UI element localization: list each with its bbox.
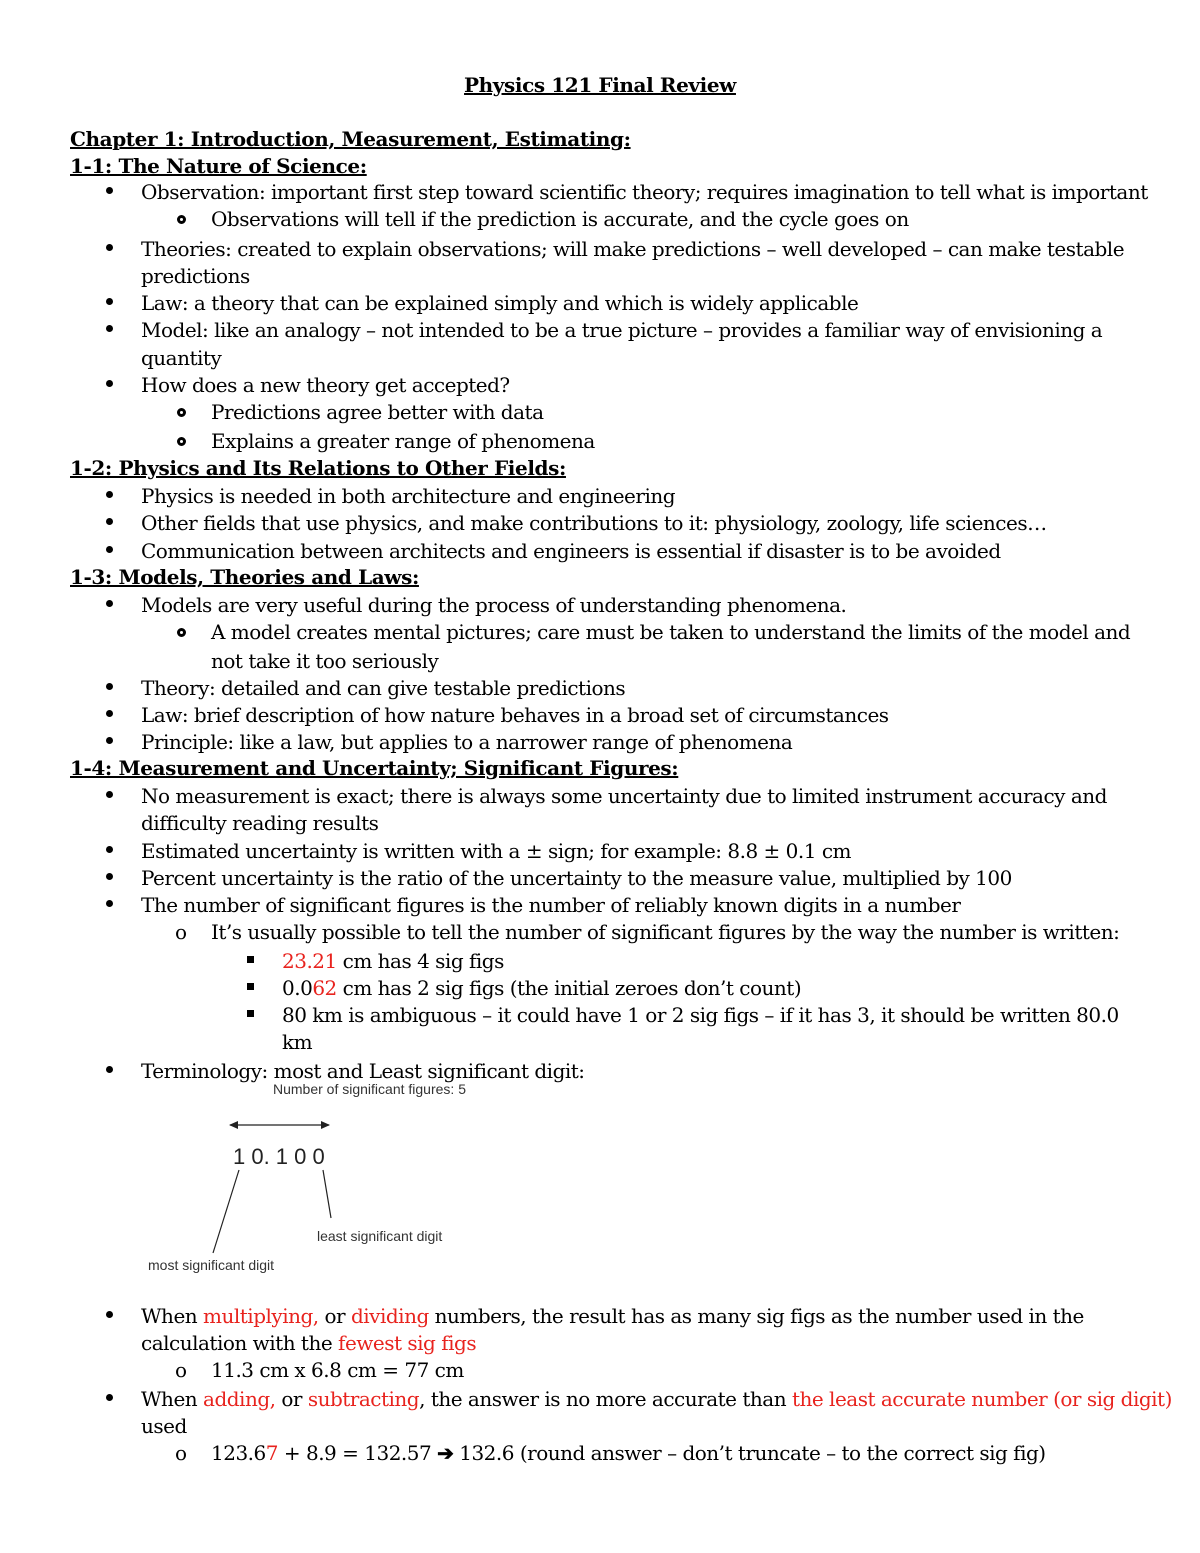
text-span: When [141, 1304, 204, 1328]
highlight-text: adding, [203, 1387, 276, 1411]
circle-bullet-icon: o [175, 1441, 188, 1465]
list-item [141, 1303, 1084, 1330]
list-item: No measurement is exact; there is always some uncertainty due to limited instrument accuracy and [141, 784, 1107, 808]
diagram-label-most: most significant digit [148, 1257, 275, 1273]
square-bullet-icon [247, 983, 254, 990]
arrow-left-icon [229, 1121, 238, 1129]
bullet-icon [106, 710, 113, 717]
list-item: Law: brief description of how nature behaves in a broad set of circumstances [141, 703, 889, 727]
circle-bullet-icon [177, 408, 186, 417]
bullet-icon [106, 791, 113, 798]
highlight-text: 23.21 [282, 949, 337, 973]
diagram-number: 1 0. 1 0 0 [233, 1144, 325, 1169]
bullet-icon [106, 244, 113, 251]
text-span: cm has 2 sig figs (the initial zeroes don’t count) [336, 976, 802, 1000]
text-span: or [275, 1387, 308, 1411]
circle-bullet-icon: o [175, 920, 188, 944]
text-span: 132.6 (round answer – don’t truncate – to the correct sig fig) [453, 1441, 1046, 1465]
text-span: 123.6 [211, 1441, 266, 1465]
list-item: Theory: detailed and can give testable predictions [141, 676, 626, 700]
bullet-icon [106, 737, 113, 744]
bullet-icon [106, 1394, 113, 1401]
diagram-label-top: Number of significant figures: 5 [273, 1081, 466, 1097]
square-bullet-icon [247, 1010, 254, 1017]
list-item-continuation [141, 1330, 476, 1357]
list-subitem [211, 1440, 1046, 1467]
bullet-icon [106, 325, 113, 332]
bullet-icon [106, 600, 113, 607]
list-item [141, 1386, 1172, 1413]
list-subsubitem: 80 km is ambiguous – it could have 1 or 2 sig figs – if it has 3, it should be written 80.0 [282, 1003, 1119, 1027]
list-item-continuation: quantity [141, 346, 222, 370]
list-item: Percent uncertainty is the ratio of the uncertainty to the measure value, multiplied by 100 [141, 866, 1012, 890]
section-heading-1-4: 1-4: Measurement and Uncertainty; Significant Figures: [70, 756, 679, 780]
bullet-icon [106, 1066, 113, 1073]
list-item: Physics is needed in both architecture and engineering [141, 484, 676, 508]
diagram-pointer-least [323, 1170, 331, 1218]
text-span: When [141, 1387, 204, 1411]
bullet-icon [106, 683, 113, 690]
bullet-icon [106, 900, 113, 907]
highlight-text: 7 [265, 1441, 278, 1465]
list-subitem-continuation: not take it too seriously [211, 649, 439, 673]
list-subitem: It’s usually possible to tell the number of significant figures by the way the number is written: [211, 920, 1120, 944]
bullet-icon [106, 380, 113, 387]
list-item: Other fields that use physics, and make contributions to it: physiology, zoology, life sciences… [141, 511, 1047, 535]
highlight-text: subtracting [307, 1387, 420, 1411]
text-span: + 8.9 = 132.57 [278, 1441, 438, 1465]
section-heading-1-3: 1-3: Models, Theories and Laws: [70, 565, 419, 589]
bullet-icon [106, 873, 113, 880]
text-span: , the answer is no more accurate than [419, 1387, 792, 1411]
circle-bullet-icon: o [175, 1358, 188, 1382]
text-span: 0.0 [282, 976, 313, 1000]
square-bullet-icon [247, 956, 254, 963]
bullet-icon [106, 298, 113, 305]
section-heading-1-2: 1-2: Physics and Its Relations to Other Fields: [70, 456, 566, 480]
bullet-icon [106, 518, 113, 525]
document-title: Physics 121 Final Review [464, 73, 736, 97]
highlight-text: multiplying, [203, 1304, 319, 1328]
bullet-icon [106, 546, 113, 553]
list-item-continuation: difficulty reading results [141, 811, 379, 835]
list-subsubitem-continuation: km [282, 1030, 313, 1054]
diagram-label-least: least significant digit [317, 1228, 443, 1244]
text-span: calculation with the [141, 1331, 339, 1355]
diagram-pointer-most [213, 1170, 239, 1253]
list-item: Model: like an analogy – not intended to be a true picture – provides a familiar way of envisioning a [141, 318, 1103, 342]
list-item: Terminology: most and Least significant digit: [141, 1059, 585, 1083]
list-item: Communication between architects and engineers is essential if disaster is to be avoided [141, 539, 1001, 563]
list-subitem: Explains a greater range of phenomena [211, 429, 595, 453]
text-span: cm has 4 sig figs [336, 949, 504, 973]
list-subsubitem [282, 948, 504, 975]
highlight-text: dividing [350, 1304, 429, 1328]
list-item: Estimated uncertainty is written with a ± sign; for example: 8.8 ± 0.1 cm [141, 839, 851, 863]
list-item-continuation: predictions [141, 264, 250, 288]
bullet-icon [106, 846, 113, 853]
list-item: Models are very useful during the process of understanding phenomena. [141, 593, 847, 617]
bullet-icon [106, 491, 113, 498]
list-subitem: Observations will tell if the prediction is accurate, and the cycle goes on [211, 207, 909, 231]
bullet-icon [106, 187, 113, 194]
list-subsubitem [282, 975, 801, 1002]
text-span: or [318, 1304, 351, 1328]
circle-bullet-icon [177, 437, 186, 446]
text-span: numbers, the result has as many sig figs as the number used in the [428, 1304, 1084, 1328]
sig-fig-diagram [143, 1073, 493, 1283]
list-item: How does a new theory get accepted? [141, 373, 510, 397]
section-heading-1-1: 1-1: The Nature of Science: [70, 154, 367, 178]
list-subitem: Predictions agree better with data [211, 400, 544, 424]
list-subitem: A model creates mental pictures; care must be taken to understand the limits of the model and [211, 620, 1131, 644]
list-item: Principle: like a law, but applies to a narrower range of phenomena [141, 730, 793, 754]
circle-bullet-icon [177, 628, 186, 637]
list-subitem: 11.3 cm x 6.8 cm = 77 cm [211, 1358, 464, 1382]
list-item: Theories: created to explain observations; will make predictions – well developed – can make testable [141, 237, 1125, 261]
arrow-right-icon [321, 1121, 330, 1129]
highlight-text: 62 [312, 976, 337, 1000]
list-item: The number of significant figures is the number of reliably known digits in a number [141, 893, 961, 917]
bullet-icon [106, 1311, 113, 1318]
list-item-continuation: used [141, 1414, 187, 1438]
highlight-text: fewest sig figs [338, 1331, 477, 1355]
highlight-text: the least accurate number (or sig digit) [791, 1387, 1172, 1411]
list-item: Observation: important first step toward scientific theory; requires imagination to tell what is important [141, 180, 1148, 204]
list-item: Law: a theory that can be explained simply and which is widely applicable [141, 291, 859, 315]
circle-bullet-icon [177, 215, 186, 224]
chapter-heading: Chapter 1: Introduction, Measurement, Estimating: [70, 127, 631, 151]
arrow-right-icon: ➔ [437, 1441, 454, 1465]
